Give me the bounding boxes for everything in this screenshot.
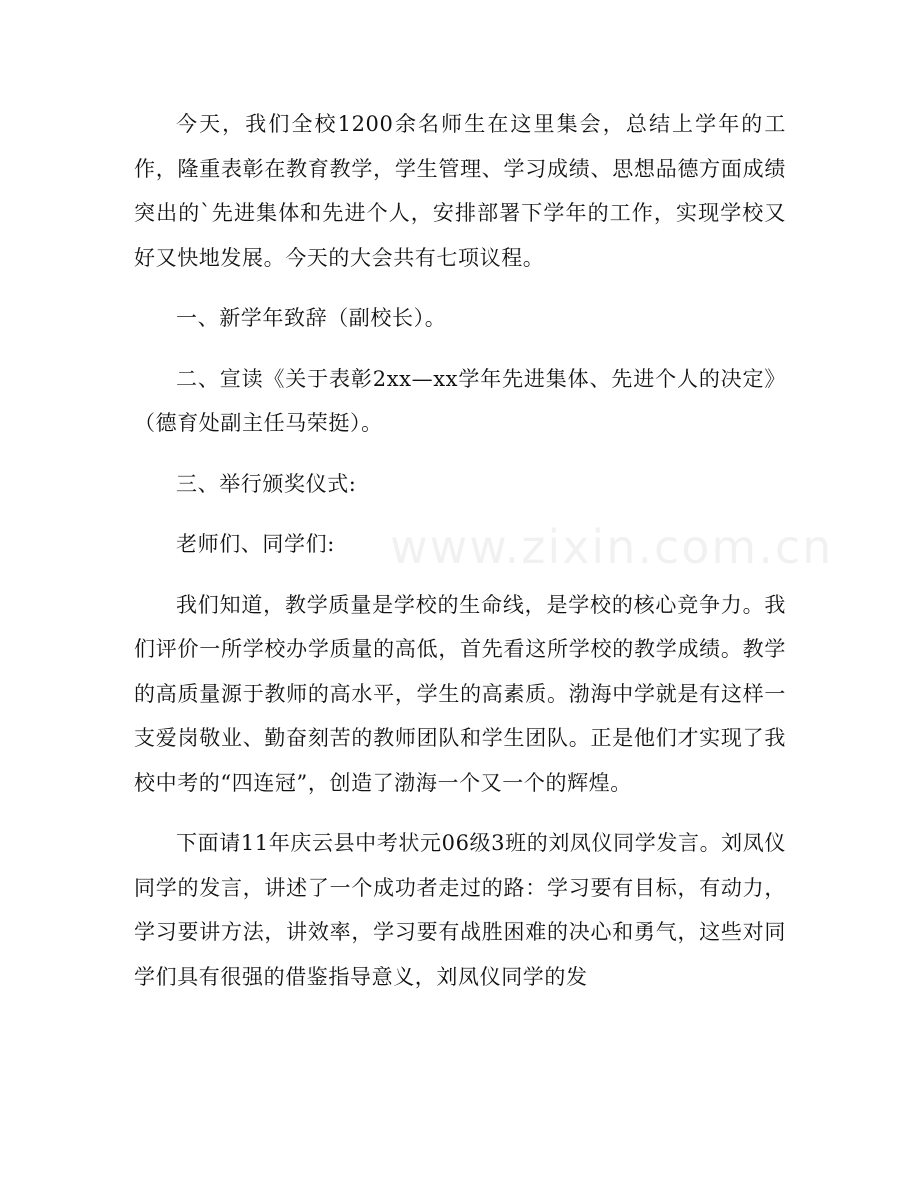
paragraph-opening: 今天，我们全校1200余名师生在这里集会，总结上学年的工作，隆重表彰在教育教学，学生管理、学习成绩、思想品德方面成绩突出的`先进集体和先进个人，安排部署下学年的工作，实现学校又好又快地发展。今天的大会共有七项议程。	[134, 112, 786, 270]
paragraph-agenda-3: 三、举行颁奖仪式:	[176, 471, 357, 496]
paragraph-student-speech: 下面请11年庆云县中考状元06级3班的刘凤仪同学发言。刘凤仪同学的发言，讲述了一个成功者走过的路：学习要有目标，有动力，学习要讲方法，讲效率，学习要有战胜困难的决心和勇气，这些对同学们具有很强的借鉴指导意义，刘凤仪同学的发	[134, 831, 786, 989]
paragraph-teaching-quality: 我们知道，教学质量是学校的生命线，是学校的核心竞争力。我们评价一所学校办学质量的高低，首先看这所学校的教学成绩。教学的高质量源于教师的高水平，学生的高素质。渤海中学就是有这样一支爱岗敬业、勤奋刻苦的教师团队和学生团队。正是他们才实现了我校中考的“四连冠”，创造了渤海一个又一个的辉煌。	[134, 592, 786, 795]
watermark: www.zixin.com.cn	[390, 520, 834, 574]
document-body	[134, 102, 786, 999]
paragraph-agenda-1: 一、新学年致辞（副校长）。	[176, 306, 447, 330]
paragraph-salutation: 老师们、同学们:	[176, 532, 335, 556]
paragraph-agenda-2: 二、宣读《关于表彰2xx—xx学年先进集体、先进个人的决定》（德育处副主任马荣挺）。	[134, 366, 786, 435]
